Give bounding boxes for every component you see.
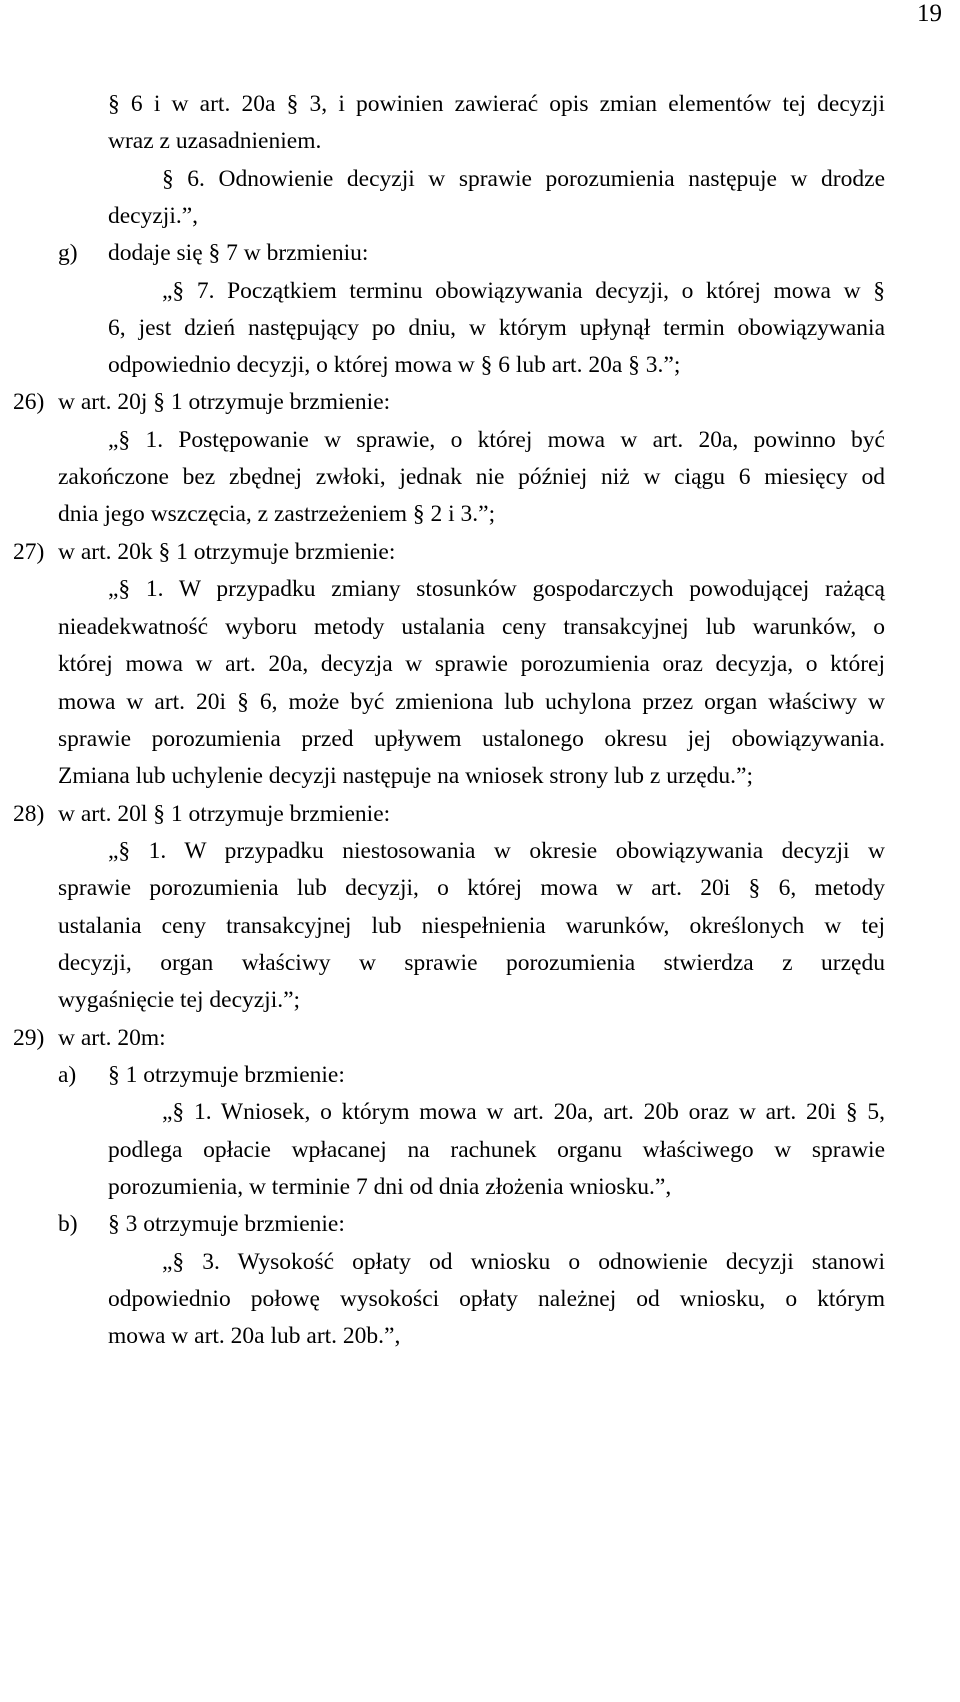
list-marker: a) (58, 1062, 77, 1088)
text-line: § 6. Odnowienie decyzji w sprawie porozumienia następuje w drodze (162, 166, 885, 192)
text-line: porozumienia, w terminie 7 dni od dnia złożenia wniosku.”, (108, 1174, 672, 1200)
text-line: „§ 1. W przypadku niestosowania w okresie obowiązywania decyzji w (108, 838, 885, 864)
text-line: nieadekwatność wyboru metody ustalania ceny transakcyjnej lub warunków, o (58, 614, 885, 640)
text-line: 6, jest dzień następujący po dniu, w którym upłynął termin obowiązywania (108, 315, 885, 341)
list-marker: g) (58, 240, 78, 266)
text-line: w art. 20m: (58, 1025, 166, 1051)
text-line: w art. 20k § 1 otrzymuje brzmienie: (58, 539, 396, 565)
text-line: podlega opłacie wpłacanej na rachunek organu właściwego w sprawie (108, 1137, 885, 1163)
text-line: odpowiednio połowę wysokości opłaty należnej od wniosku, o którym (108, 1286, 885, 1312)
text-line: wygaśnięcie tej decyzji.”; (58, 987, 301, 1013)
text-line: zakończone bez zbędnej zwłoki, jednak nie później niż w ciągu 6 miesięcy od (58, 464, 885, 490)
text-line: § 3 otrzymuje brzmienie: (108, 1211, 345, 1237)
page-number: 19 (917, 0, 942, 27)
text-line: wraz z uzasadnieniem. (108, 128, 322, 154)
text-line: „§ 1. Wniosek, o którym mowa w art. 20a, art. 20b oraz w art. 20i § 5, (162, 1099, 885, 1125)
text-line: której mowa w art. 20a, decyzja w sprawie porozumienia oraz decyzja, o której (58, 651, 885, 677)
text-line: dnia jego wszczęcia, z zastrzeżeniem § 2 i 3.”; (58, 501, 496, 527)
text-line: odpowiednio decyzji, o której mowa w § 6 lub art. 20a § 3.”; (108, 352, 681, 378)
text-line: dodaje się § 7 w brzmieniu: (108, 240, 369, 266)
list-marker: b) (58, 1211, 78, 1237)
text-line: § 6 i w art. 20a § 3, i powinien zawierać opis zmian elementów tej decyzji (108, 91, 885, 117)
text-line: Zmiana lub uchylenie decyzji następuje na wniosek strony lub z urzędu.”; (58, 763, 753, 789)
text-line: decyzji.”, (108, 203, 199, 229)
text-line: mowa w art. 20a lub art. 20b.”, (108, 1323, 401, 1349)
text-line: „§ 1. Postępowanie w sprawie, o której mowa w art. 20a, powinno być (108, 427, 885, 453)
text-line: decyzji, organ właściwy w sprawie porozumienia stwierdza z urzędu (58, 950, 885, 976)
text-line: „§ 7. Początkiem terminu obowiązywania decyzji, o której mowa w § (162, 278, 885, 304)
text-line: „§ 3. Wysokość opłaty od wniosku o odnowienie decyzji stanowi (162, 1249, 885, 1275)
text-line: mowa w art. 20i § 6, może być zmieniona lub uchylona przez organ właściwy w (58, 689, 885, 715)
list-number: 29) (13, 1025, 45, 1051)
text-line: w art. 20l § 1 otrzymuje brzmienie: (58, 801, 391, 827)
list-number: 26) (13, 389, 45, 415)
text-line: sprawie porozumienia lub decyzji, o której mowa w art. 20i § 6, metody (58, 875, 885, 901)
text-line: sprawie porozumienia przed upływem ustalonego okresu jej obowiązywania. (58, 726, 885, 752)
list-number: 27) (13, 539, 45, 565)
text-line: § 1 otrzymuje brzmienie: (108, 1062, 345, 1088)
list-number: 28) (13, 801, 45, 827)
text-line: „§ 1. W przypadku zmiany stosunków gospodarczych powodującej rażącą (108, 576, 885, 602)
text-line: ustalania ceny transakcyjnej lub niespełnienia warunków, określonych w tej (58, 913, 885, 939)
text-line: w art. 20j § 1 otrzymuje brzmienie: (58, 389, 391, 415)
